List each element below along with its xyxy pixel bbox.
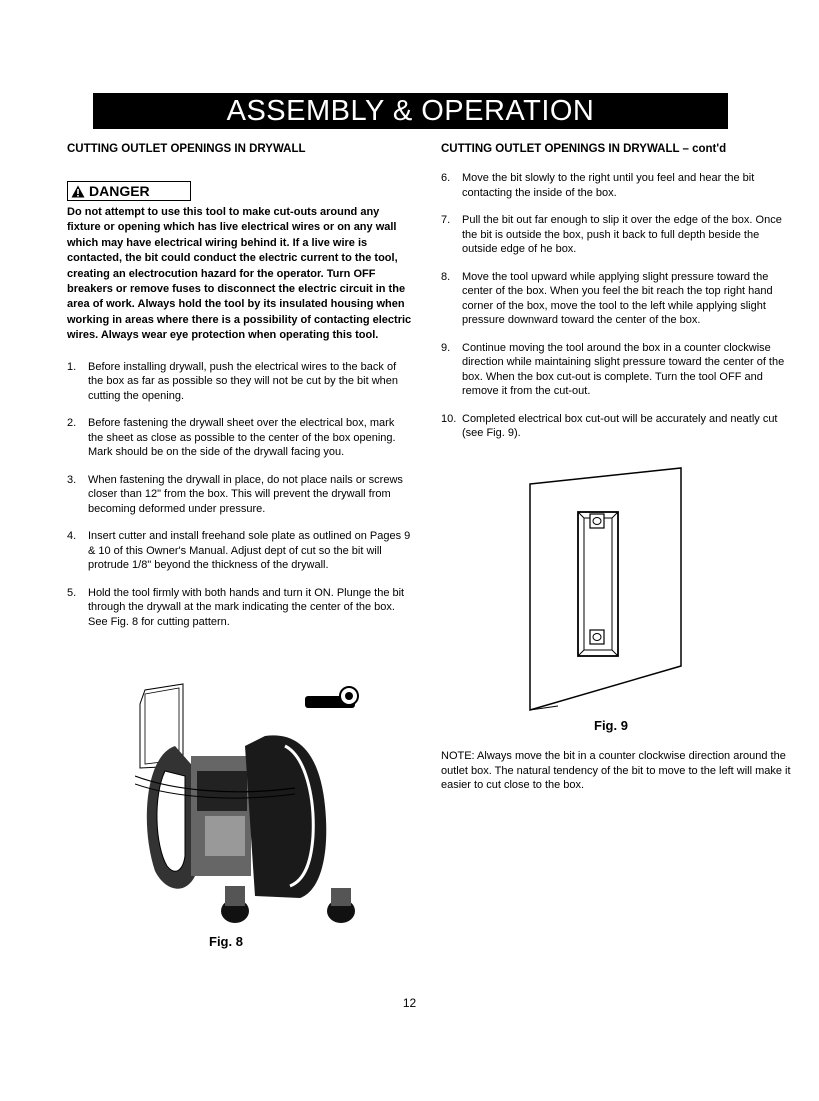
fig9-label: Fig. 9 <box>594 718 628 733</box>
list-item: 7. Pull the bit out far enough to slip it over the edge of the box. Once the bit is outside the box, push it back to full depth beside the outside edge of he box. <box>441 214 782 255</box>
section-heading-contd: CUTTING OUTLET OPENINGS IN DRYWALL – cont'd <box>441 143 727 155</box>
list-item: 1. Before installing drywall, push the electrical wires to the back of the box as far as possible so they will not be cut by the bit when cutting the opening. <box>67 360 399 402</box>
left-column <box>67 143 412 629</box>
list-item: 4. Insert cutter and install freehand sole plate as outlined on Pages 9 & 10 of this Owner's Manual. Adjust dept of cut so the bit will protrude 1/8" beyond the thickness of the drywall. <box>67 530 411 572</box>
page-number: 12 <box>402 996 417 1010</box>
right-steps-list <box>441 171 791 441</box>
list-item: 10. Completed electrical box cut-out will be accurately and neatly cut (see Fig. 9). <box>441 412 778 439</box>
list-item: 9. Continue moving the tool around the box in a counter clockwise direction while maintaining slight pressure toward the center of the box. When the box cut-out is complete. Turn the tool OFF and remove it from the cut-out. <box>441 341 785 397</box>
danger-warning-text: Do not attempt to use this tool to make cut-outs around any fixture or opening which has live electrical wires or on any wall which may have electrical wiring behind it. If a live wire is contacted, the bit could conduct the electric current to the tool, creating an electrocution hazard for the operator. Turn OFF breakers or remove fuses to disconnect the electric circuit in the area of work. Always hold the tool by its insulated housing when working in areas where there is a possibility of contacting electric wires. Always wear eye protection when operating this tool. <box>67 206 412 342</box>
list-item: 5. Hold the tool firmly with both hands and turn it ON. Plunge the bit through the drywall at the mark indicating the center of the box. See Fig. 8 for cutting pattern. <box>67 586 405 628</box>
left-steps-list <box>67 360 412 630</box>
fig8-label: Fig. 8 <box>209 934 243 949</box>
list-item: 8. Move the tool upward while applying slight pressure toward the center of the box. When you feel the bit reach the top right hand corner of the box, move the tool to the left while applying slight pressure downward toward the center of the box. <box>441 270 773 326</box>
list-item: 2. Before fastening the drywall sheet over the electrical box, mark the sheet as close as possible to the center of the box opening. Mark should be on the side of the drywall facing you. <box>67 417 396 459</box>
section-heading: CUTTING OUTLET OPENINGS IN DRYWALL <box>67 143 306 155</box>
danger-label-box <box>67 181 191 201</box>
list-item: 6. Move the bit slowly to the right until you feel and hear the bit contacting the inside of the box. <box>441 172 755 199</box>
note-text: NOTE: Always move the bit in a counter clockwise direction around the outlet box. The natural tendency of the bit to move to the left will make it easier to cut close to the box. <box>441 750 791 791</box>
right-column <box>441 143 791 441</box>
danger-label: DANGER <box>89 183 150 199</box>
list-item: 3. When fastening the drywall in place, do not place nails or screws closer than 12" from the box. This will prevent the drywall from becoming deformed under pressure. <box>67 473 403 515</box>
warning-triangle-icon <box>71 185 85 198</box>
fig9-illustration <box>528 466 688 716</box>
fig8-illustration <box>135 676 375 931</box>
section-banner: ASSEMBLY & OPERATION <box>93 93 728 129</box>
